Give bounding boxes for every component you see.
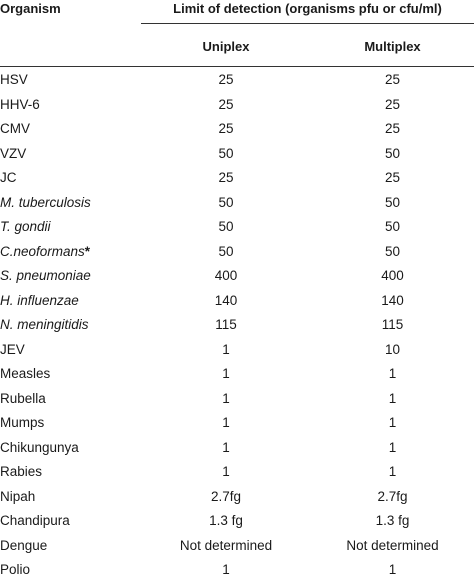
multiplex-cell: 1 [388, 562, 397, 577]
table-row [0, 338, 474, 363]
multiplex-cell: 10 [384, 341, 401, 357]
organism-name: HHV-6 [0, 96, 40, 112]
multiplex-cell: 50 [384, 219, 401, 234]
uniplex-cell: 1 [222, 341, 230, 357]
uniplex-cell: 115 [215, 317, 237, 332]
multiplex-cell: 50 [384, 194, 401, 210]
organism-name: N. meningitidis [0, 317, 89, 332]
table-row [0, 215, 474, 240]
limit-of-detection-header: Limit of detection (organisms pfu or cfu/ml) [173, 1, 442, 16]
organism-cell [0, 509, 70, 534]
table-row [0, 68, 474, 93]
organism-cell [0, 191, 91, 216]
multiplex-column-header: Multiplex [364, 39, 421, 54]
uniplex-column-header: Uniplex [202, 39, 250, 54]
uniplex-cell: 25 [218, 72, 234, 87]
organism-name: M. tuberculosis [0, 194, 91, 210]
table-row [0, 509, 474, 534]
organism-name: JEV [0, 341, 25, 357]
table-row [0, 142, 474, 167]
organism-name: Rabies [0, 464, 43, 479]
multiplex-cell: 1 [388, 390, 397, 406]
organism-cell [0, 436, 79, 461]
uniplex-cell: Not determined [179, 537, 273, 553]
multiplex-cell: 25 [384, 72, 401, 87]
footnote-marker: * [84, 243, 91, 259]
multiplex-cell: 115 [381, 317, 404, 332]
table-row [0, 166, 474, 191]
organism-cell [0, 362, 50, 387]
organism-cell [0, 338, 25, 363]
table-body [0, 68, 474, 583]
table-row [0, 289, 474, 314]
multiplex-cell: Not determined [346, 537, 439, 553]
organism-cell [0, 411, 44, 436]
organism-name: VZV [0, 145, 27, 161]
organism-name: Chandipura [0, 513, 70, 528]
uniplex-cell: 50 [218, 194, 234, 210]
organism-name: Dengue [0, 537, 48, 553]
organism-cell [0, 558, 30, 583]
uniplex-cell: 1 [222, 390, 230, 406]
uniplex-cell: 1.3 fg [209, 513, 243, 528]
uniplex-cell: 400 [214, 268, 238, 283]
uniplex-cell: 1 [222, 415, 230, 430]
organism-cell [0, 289, 79, 314]
uniplex-cell: 140 [214, 292, 238, 308]
organism-name: Polio [0, 562, 31, 577]
organism-cell [0, 68, 28, 93]
header-row-sub [0, 20, 474, 66]
multiplex-cell: 1 [388, 366, 397, 381]
multiplex-cell: 1 [388, 415, 397, 430]
uniplex-cell: 25 [218, 170, 234, 185]
organism-name: H. influenzae [0, 292, 79, 308]
multiplex-cell: 400 [381, 268, 404, 283]
multiplex-cell: 25 [384, 96, 401, 112]
multiplex-cell: 1.3 fg [375, 513, 410, 528]
uniplex-cell: 1 [222, 439, 230, 455]
uniplex-cell: 1 [222, 464, 230, 479]
table-row [0, 191, 474, 216]
organism-cell [0, 387, 46, 412]
uniplex-cell: 50 [218, 243, 234, 259]
organism-name: HSV [0, 72, 28, 87]
organism-cell [0, 264, 91, 289]
multiplex-cell: 2.7fg [377, 488, 408, 504]
table-row [0, 117, 474, 142]
organism-cell [0, 313, 89, 338]
multiplex-cell: 25 [384, 170, 401, 185]
uniplex-cell: 1 [222, 562, 230, 577]
organism-name: Nipah [0, 488, 36, 504]
table-row [0, 387, 474, 412]
organism-cell [0, 534, 47, 559]
table-row [0, 485, 474, 510]
uniplex-cell: 25 [218, 121, 234, 136]
multiplex-cell: 50 [384, 145, 401, 161]
organism-name: JC [0, 170, 17, 185]
uniplex-cell: 1 [222, 366, 230, 381]
organism-cell [0, 215, 51, 240]
organism-cell [0, 460, 42, 485]
organism-cell [0, 240, 90, 265]
multiplex-cell: 1 [388, 439, 397, 455]
organism-cell [0, 485, 35, 510]
header-row-top [0, 0, 474, 20]
table-row [0, 436, 474, 461]
organism-name: Mumps [0, 415, 45, 430]
organism-column-header: Organism [0, 1, 61, 16]
uniplex-cell: 2.7fg [210, 488, 242, 504]
organism-cell [0, 166, 17, 191]
multiplex-cell: 25 [384, 121, 401, 136]
organism-name: C.neoformans [0, 243, 85, 259]
table-row [0, 240, 474, 265]
uniplex-cell: 50 [218, 145, 234, 161]
organism-name: CMV [0, 121, 30, 136]
organism-name: T. gondii [0, 219, 51, 234]
uniplex-cell: 50 [218, 219, 234, 234]
multiplex-cell: 1 [388, 464, 397, 479]
organism-cell [0, 117, 30, 142]
organism-name: Measles [0, 366, 51, 381]
table-row [0, 313, 474, 338]
table-row [0, 534, 474, 559]
organism-cell [0, 93, 40, 118]
table-row [0, 460, 474, 485]
multiplex-cell: 140 [381, 292, 404, 308]
table-row [0, 411, 474, 436]
organism-name: Chikungunya [0, 439, 79, 455]
table-row [0, 558, 474, 583]
organism-cell [0, 142, 26, 167]
organism-name: Rubella [0, 390, 46, 406]
multiplex-cell: 50 [384, 243, 401, 259]
organism-name: S. pneumoniae [0, 268, 91, 283]
table-row [0, 93, 474, 118]
header-bottom-rule [0, 66, 474, 67]
table-row [0, 264, 474, 289]
table-row [0, 362, 474, 387]
uniplex-cell: 25 [218, 96, 234, 112]
